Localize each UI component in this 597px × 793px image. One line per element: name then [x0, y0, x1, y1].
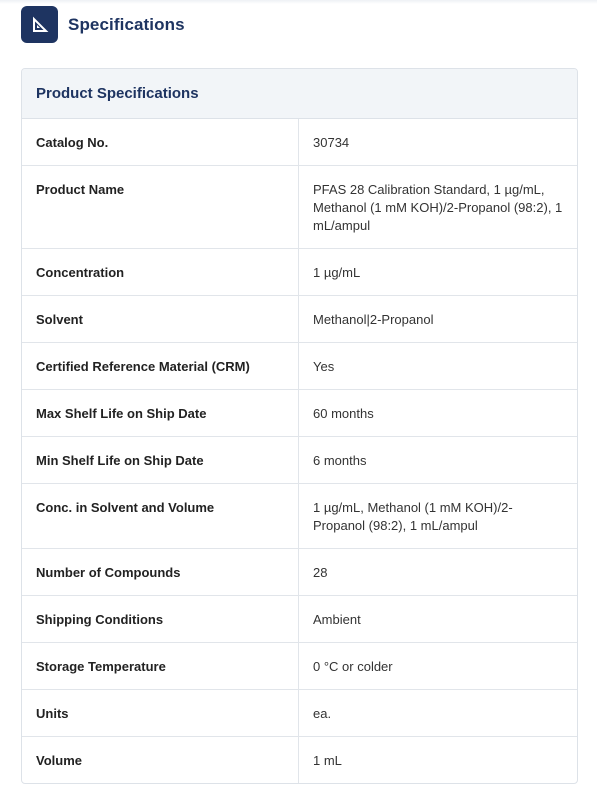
row-label: Units: [22, 690, 299, 737]
specifications-table: [22, 119, 577, 783]
row-value: 28: [299, 549, 578, 596]
row-value: 1 mL: [313, 753, 342, 768]
top-shadow: [0, 0, 597, 4]
row-label: Storage Temperature: [22, 643, 299, 690]
row-label: Certified Reference Material (CRM): [22, 343, 299, 390]
row-label: Concentration: [22, 249, 299, 296]
row-value: 0 °C or colder: [299, 643, 578, 690]
table-row: [22, 296, 577, 343]
table-row: [22, 343, 577, 390]
row-value: PFAS 28 Calibration Standard, 1 µg/mL, Methanol (1 mM KOH)/2-Propanol (98:2), 1 mL/ampul: [299, 166, 578, 249]
ruler-triangle-icon: [21, 6, 58, 43]
row-value: 1 µg/mL, Methanol (1 mM KOH)/2-Propanol (98:2), 1 mL/ampul: [299, 484, 578, 549]
specifications-card: [21, 68, 578, 784]
row-value: Yes: [299, 343, 578, 390]
row-value: Ambient: [299, 596, 578, 643]
row-label: Catalog No.: [22, 119, 299, 166]
table-row: [22, 166, 577, 249]
row-label: Volume: [22, 737, 299, 784]
table-row: [22, 390, 577, 437]
row-label: Shipping Conditions: [22, 596, 299, 643]
section-title: Specifications: [68, 14, 185, 34]
row-value: 6 months: [299, 437, 578, 484]
table-row: [22, 437, 577, 484]
row-label: Max Shelf Life on Ship Date: [22, 390, 299, 437]
row-value: 1 µg/mL: [299, 249, 578, 296]
row-label: Conc. in Solvent and Volume: [22, 484, 299, 549]
table-row: [22, 690, 577, 737]
table-row: [22, 249, 577, 296]
card-header: [22, 69, 577, 119]
row-label: Solvent: [22, 296, 299, 343]
row-value: ea.: [299, 690, 578, 737]
table-row: [22, 484, 577, 549]
row-label: Min Shelf Life on Ship Date: [22, 437, 299, 484]
table-row: [22, 596, 577, 643]
row-label: Number of Compounds: [22, 549, 299, 596]
row-value: 60 months: [299, 390, 578, 437]
row-label: Product Name: [22, 166, 299, 249]
row-value: 30734: [299, 119, 578, 166]
section-header: [21, 6, 185, 43]
table-row: [22, 549, 577, 596]
card-title: Product Specifications: [36, 85, 199, 102]
table-row: [22, 643, 577, 690]
table-row: [22, 119, 577, 166]
row-value: Methanol|2-Propanol: [299, 296, 578, 343]
table-row: [22, 737, 577, 784]
